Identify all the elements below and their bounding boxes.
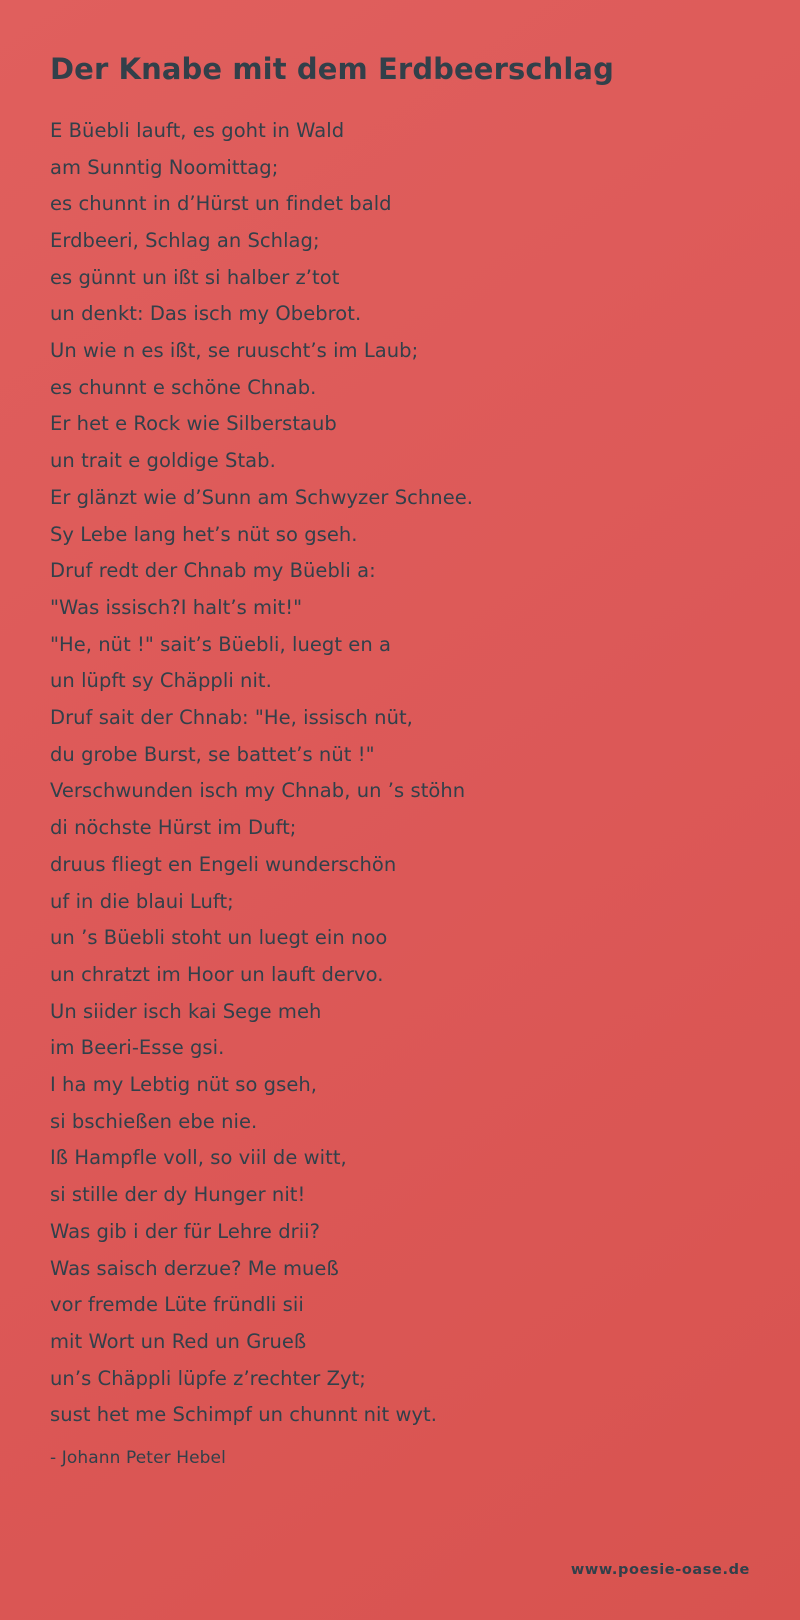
poem-line: sust het me Schimpf un chunnt nit wyt. [50,1403,437,1427]
poem-line: Druf redt der Chnab my Büebli a: [50,559,376,583]
poem-body [50,113,750,1434]
poem-line: Was gib i der für Lehre drii? [50,1219,321,1243]
poem-line: I ha my Lebtig nüt so gseh, [50,1073,318,1097]
poem-line: si stille der dy Hunger nit! [50,1183,306,1207]
poem-line: un ’s Büebli stoht un luegt ein noo [50,926,388,950]
poem-line: es chunnt in d’Hürst un findet bald [50,192,392,216]
poem-line: mit Wort un Red un Grueß [50,1330,307,1353]
poem-line: Sy Lebe lang het’s nüt so gseh. [50,522,358,546]
poem-line: "Was issisch?I halt’s mit!" [50,595,303,619]
poem-line: du grobe Burst, se battet’s nüt !" [50,742,375,766]
poem-line: im Beeri-Esse gsi. [50,1036,225,1060]
poem-line: Druf sait der Chnab: "He, issisch nüt, [50,706,413,730]
poem-line: Er het e Rock wie Silberstaub [50,412,337,436]
poem-line: Verschwunden isch my Chnab, un ’s stöhn [50,779,466,803]
poem-line: uf in die blaui Luft; [50,889,234,913]
poem-line: un trait e goldige Stab. [50,449,276,473]
poem-line: es günnt un ißt si halber z’tot [50,265,340,289]
site-credit: www.poesie-oase.de [570,1562,750,1578]
poem-line: am Sunntig Noomittag; [50,155,279,179]
poem-line: Iß Hampfle voll, so viil de witt, [50,1146,347,1170]
poem-line: Un wie n es ißt, se ruuscht’s im Laub; [50,339,419,363]
poem-line: vor fremde Lüte fründli sii [50,1293,304,1317]
poem-line: druus fliegt en Engeli wunderschön [50,852,397,876]
poem-line: si bschießen ebe nie. [50,1109,258,1133]
poem-line: Er glänzt wie d’Sunn am Schwyzer Schnee. [50,485,474,509]
poem-line: di nöchste Hürst im Duft; [50,816,297,840]
poem-line: Un siider isch kai Sege meh [50,999,322,1023]
poem-line: un chratzt im Hoor un lauft dervo. [50,962,384,986]
poem-line: es chunnt e schöne Chnab. [50,375,317,399]
poem-line: un lüpft sy Chäppli nit. [50,669,272,693]
poem-line: un’s Chäppli lüpfe z’rechter Zyt; [50,1366,366,1390]
poem-line: Was saisch derzue? Me mueß [50,1256,339,1280]
poem-author: - Johann Peter Hebel [50,1448,226,1469]
poem-line: E Büebli lauft, es goht in Wald [50,118,345,142]
poem-line: "He, nüt !" sait’s Büebli, luegt en a [50,632,391,656]
poem-line: Erdbeeri, Schlag an Schlag; [50,228,320,252]
page-title: Der Knabe mit dem Erdbeerschlag [50,52,614,86]
poem-line: un denkt: Das isch my Obebrot. [50,302,362,326]
